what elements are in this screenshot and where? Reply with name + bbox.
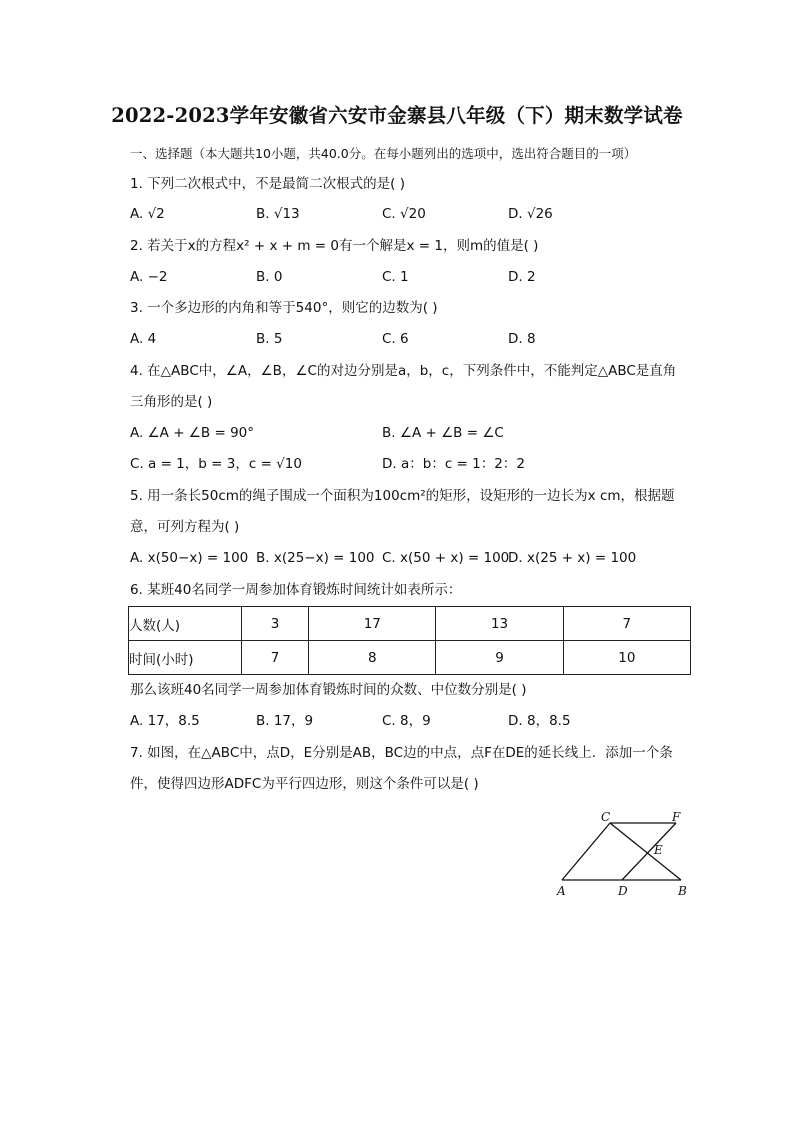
label-e: E bbox=[654, 843, 663, 857]
q5-option-c: C. x(50 + x) = 100 bbox=[382, 550, 510, 566]
table-row bbox=[129, 607, 691, 641]
table-row-header: 时间(小时) bbox=[129, 641, 242, 675]
question-5-text-line2: 意，可列方程为( ) bbox=[130, 519, 240, 535]
table-cell: 17 bbox=[309, 607, 436, 641]
label-a: A bbox=[557, 884, 566, 898]
table-row-header: 人数(人) bbox=[129, 607, 242, 641]
question-3-text: 3. 一个多边形的内角和等于540°，则它的边数为( ) bbox=[130, 300, 438, 316]
segment-df bbox=[622, 823, 676, 880]
q3-option-a: A. 4 bbox=[130, 331, 157, 347]
question-5-text-line1: 5. 用一条长50cm的绳子围成一个面积为100cm²的矩形，设矩形的一边长为x cm，根据题 bbox=[130, 488, 675, 504]
q4-option-c: C. a = 1，b = 3，c = √10 bbox=[130, 456, 302, 472]
q6-option-b: B. 17，9 bbox=[256, 713, 314, 729]
label-c: C bbox=[601, 810, 611, 824]
table-cell: 10 bbox=[563, 641, 690, 675]
q5-option-a: A. x(50−x) = 100 bbox=[130, 550, 249, 566]
question-6-prompt: 那么该班40名同学一周参加体育锻炼时间的众数、中位数分别是( ) bbox=[130, 682, 527, 698]
q4-option-a: A. ∠A + ∠B = 90° bbox=[130, 425, 254, 441]
table-cell: 8 bbox=[309, 641, 436, 675]
question-1-text: 1. 下列二次根式中，不是最简二次根式的是( ) bbox=[130, 176, 405, 192]
q1-option-b: B. √13 bbox=[256, 206, 300, 222]
q1-option-d: D. √26 bbox=[508, 206, 553, 222]
triangle-figure bbox=[548, 805, 698, 900]
q6-option-d: D. 8，8.5 bbox=[508, 713, 571, 729]
label-b: B bbox=[678, 884, 687, 898]
segment-ac bbox=[562, 823, 610, 880]
table-cell: 7 bbox=[242, 641, 309, 675]
q5-option-d: D. x(25 + x) = 100 bbox=[508, 550, 637, 566]
q3-option-d: D. 8 bbox=[508, 331, 536, 347]
table-cell: 13 bbox=[436, 607, 563, 641]
q1-option-c: C. √20 bbox=[382, 206, 426, 222]
exercise-time-table bbox=[128, 606, 691, 675]
q5-option-b: B. x(25−x) = 100 bbox=[256, 550, 375, 566]
question-7-text-line2: 件，使得四边形ADFC为平行四边形，则这个条件可以是( ) bbox=[130, 776, 479, 792]
label-f: F bbox=[672, 810, 681, 824]
table-row bbox=[129, 641, 691, 675]
q3-option-b: B. 5 bbox=[256, 331, 283, 347]
segment-cb bbox=[610, 823, 681, 880]
table-cell: 7 bbox=[563, 607, 690, 641]
exam-title: 2022-2023学年安徽省六安市金寨县八年级（下）期末数学试卷 bbox=[111, 104, 683, 127]
q2-option-c: C. 1 bbox=[382, 269, 409, 285]
q6-option-c: C. 8，9 bbox=[382, 713, 431, 729]
section-heading: 一、选择题（本大题共10小题，共40.0分。在每小题列出的选项中，选出符合题目的一项） bbox=[130, 146, 637, 161]
q3-option-c: C. 6 bbox=[382, 331, 409, 347]
q6-option-a: A. 17，8.5 bbox=[130, 713, 200, 729]
q2-option-d: D. 2 bbox=[508, 269, 536, 285]
q1-option-a: A. √2 bbox=[130, 206, 165, 222]
table-cell: 3 bbox=[242, 607, 309, 641]
table-cell: 9 bbox=[436, 641, 563, 675]
q2-option-b: B. 0 bbox=[256, 269, 283, 285]
label-d: D bbox=[618, 884, 628, 898]
question-4-text-line1: 4. 在△ABC中，∠A，∠B，∠C的对边分别是a，b，c，下列条件中，不能判定△ABC是直角 bbox=[130, 363, 677, 379]
q4-option-b: B. ∠A + ∠B = ∠C bbox=[382, 425, 504, 441]
q2-option-a: A. −2 bbox=[130, 269, 168, 285]
question-6-text: 6. 某班40名同学一周参加体育锻炼时间统计如表所示： bbox=[130, 582, 462, 598]
q4-option-d: D. a：b：c = 1：2：2 bbox=[382, 456, 525, 472]
question-4-text-line2: 三角形的是( ) bbox=[130, 394, 213, 410]
question-7-text-line1: 7. 如图，在△ABC中，点D，E分别是AB，BC边的中点，点F在DE的延长线上．添加一个条 bbox=[130, 745, 673, 761]
question-2-text: 2. 若关于x的方程x² + x + m = 0有一个解是x = 1，则m的值是( ) bbox=[130, 238, 539, 254]
